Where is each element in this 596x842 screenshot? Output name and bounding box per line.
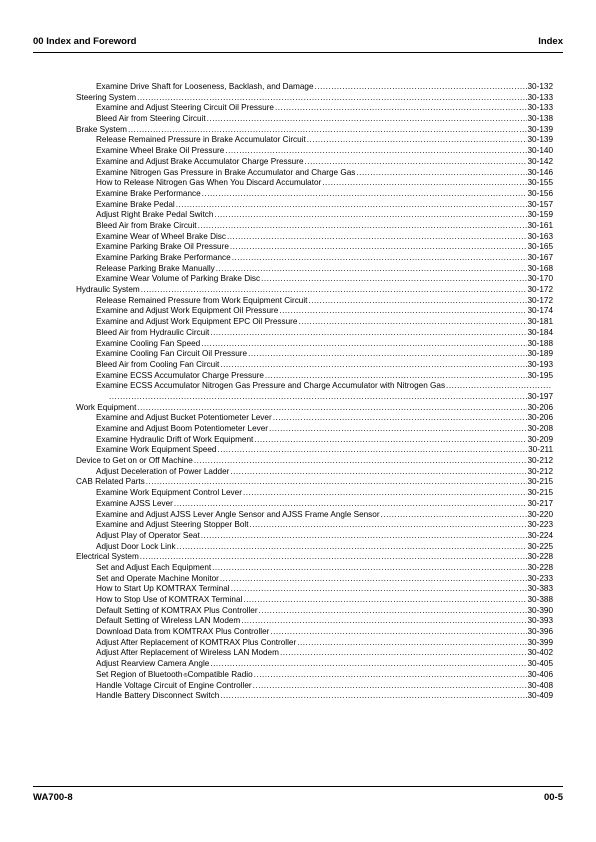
toc-page-number: 30-399 <box>527 637 553 647</box>
toc-entry-title: Examine ECSS Accumulator Charge Pressure <box>96 370 264 380</box>
dot-leader <box>308 296 526 307</box>
toc-entry <box>76 371 553 382</box>
dot-leader <box>214 210 526 221</box>
toc-page-number: 30-225 <box>527 541 553 551</box>
toc-section-entry <box>76 403 553 414</box>
dot-leader <box>280 648 527 659</box>
toc-page-number: 30-211 <box>528 445 553 455</box>
toc-entry <box>76 82 553 93</box>
dot-leader <box>217 445 527 456</box>
toc-entry <box>76 584 553 595</box>
toc-section-entry <box>76 285 553 296</box>
toc-section-entry <box>76 477 553 488</box>
toc-entry-title: Examine and Adjust Bucket Potentiometer Lever <box>96 413 272 423</box>
toc-entry-title: Bleed Air from Steering Circuit <box>96 114 206 124</box>
footer-page-number: 00-5 <box>543 792 563 803</box>
dot-leader <box>202 189 527 200</box>
dot-leader <box>137 403 526 414</box>
toc-entry-title: Examine Nitrogen Gas Pressure in Brake Accumulator and Charge Gas <box>96 167 356 177</box>
toc-entry-title: Adjust Play of Operator Seat <box>96 530 200 540</box>
toc-entry-title: Examine and Adjust Work Equipment EPC Oil Pressure <box>96 317 298 327</box>
toc-entry-title: Examine and Adjust Brake Accumulator Charge Pressure <box>96 156 304 166</box>
toc-section-entry <box>76 456 553 467</box>
toc-entry-title: Examine Wear Volume of Parking Brake Disc <box>96 274 261 284</box>
toc-entry-title: Examine Parking Brake Performance <box>96 253 231 262</box>
toc-page-number: 30-155 <box>527 178 553 188</box>
toc-entry: Set Region of Bluetooth ® Compatible Radio ..... 30-406 <box>76 670 553 681</box>
dot-leader <box>446 381 552 392</box>
toc-entry-title: Examine Parking Brake Oil Pressure <box>96 242 229 252</box>
toc-page-number: 30-168 <box>527 263 553 273</box>
dot-leader <box>216 264 527 275</box>
toc-entry-title: Adjust Deceleration of Power Ladder <box>96 466 230 476</box>
toc-page-number: 30-163 <box>527 231 553 241</box>
toc-entry <box>76 253 553 264</box>
toc-section-entry <box>76 93 553 104</box>
dot-leader <box>243 595 526 606</box>
toc-page-number: 30-161 <box>527 220 553 230</box>
toc-entry <box>76 510 553 521</box>
toc-entry-title: Release Remained Pressure from Work Equipment Circuit <box>96 295 308 305</box>
dot-leader <box>307 135 527 146</box>
toc-entry <box>76 360 553 371</box>
table-of-contents <box>76 82 553 702</box>
toc-page-number: 30-396 <box>527 627 553 637</box>
header-rule <box>33 52 563 53</box>
toc-page-number: 30-174 <box>527 306 553 316</box>
toc-page-number: 30-228 <box>527 552 553 562</box>
toc-page-number: 30-388 <box>527 595 553 604</box>
toc-page-number: 30-206 <box>527 413 553 423</box>
toc-entry-title: Examine ECSS Accumulator Nitrogen Gas Pressure and Charge Accumulator with Nitrogen Gas <box>96 381 446 391</box>
toc-page-number: 30-233 <box>527 573 553 583</box>
toc-entry-title: How to Stop Use of KOMTRAX Terminal <box>96 595 243 604</box>
toc-entry <box>76 467 553 478</box>
toc-entry <box>76 339 553 350</box>
toc-entry-title: Set and Operate Machine Monitor <box>96 573 219 583</box>
toc-entry-title: Download Data from KOMTRAX Plus Controller <box>96 627 270 637</box>
toc-entry <box>76 413 553 424</box>
toc-entry-title: Steering System <box>76 92 137 102</box>
toc-page-number: 30-188 <box>527 338 553 348</box>
toc-entry-title: Examine Wear of Wheel Brake Disc <box>96 231 226 241</box>
toc-entry-title: Release Parking Brake Manually <box>96 263 215 273</box>
toc-entry <box>76 296 553 307</box>
toc-entry <box>76 424 553 435</box>
dot-leader <box>254 670 527 681</box>
toc-entry-title: Bleed Air from Brake Circuit <box>96 220 197 230</box>
toc-entry <box>76 274 553 285</box>
toc-entry <box>76 435 553 446</box>
toc-entry <box>76 659 553 670</box>
toc-entry-title: Examine and Adjust Boom Potentiometer Lever <box>96 424 269 433</box>
dot-leader <box>279 306 526 317</box>
toc-entry <box>76 648 553 659</box>
dot-leader <box>227 232 527 243</box>
header-index-label: Index <box>538 36 563 47</box>
toc-entry-title: Examine and Adjust Steering Circuit Oil Pressure <box>96 103 274 113</box>
dot-leader <box>249 520 526 531</box>
toc-entry-title: Adjust Right Brake Pedal Switch <box>96 210 214 220</box>
page-header <box>33 36 563 50</box>
toc-page-number: 30-390 <box>527 605 553 615</box>
toc-entry <box>76 200 553 211</box>
dot-leader <box>269 424 526 435</box>
toc-entry-title: Handle Voltage Circuit of Engine Controller <box>96 680 252 690</box>
dot-leader <box>273 413 527 424</box>
toc-entry <box>76 574 553 585</box>
toc-page-number: 30-195 <box>527 370 553 380</box>
toc-entry <box>76 488 553 499</box>
toc-entry <box>76 381 553 392</box>
toc-page-number: 30-167 <box>527 253 553 262</box>
toc-page-number: 30-138 <box>527 114 553 124</box>
dot-leader <box>270 627 526 638</box>
toc-entry-title: Work Equipment <box>76 402 137 412</box>
toc-entry <box>76 264 553 275</box>
toc-page-number: 30-184 <box>527 327 553 337</box>
dot-leader <box>177 542 527 553</box>
dot-leader <box>230 242 527 253</box>
dot-leader <box>194 456 527 467</box>
page-footer <box>33 792 563 806</box>
dot-leader <box>141 285 527 296</box>
toc-entry-title: Examine Drive Shaft for Looseness, Backlash, and Damage <box>96 82 314 91</box>
footer-model-label: WA700-8 <box>33 792 73 803</box>
toc-entry-title: Set Region of Bluetooth <box>96 669 183 679</box>
toc-page-number: 30-393 <box>527 616 553 626</box>
toc-entry-title: Adjust Door Lock Link <box>96 541 176 551</box>
toc-entry <box>76 157 553 168</box>
dot-leader <box>201 339 526 350</box>
dot-leader <box>231 584 527 595</box>
dot-leader <box>146 477 527 488</box>
dot-leader <box>109 392 527 403</box>
toc-page-number: 30-212 <box>527 456 553 466</box>
dot-leader <box>210 659 526 670</box>
toc-entry <box>76 691 553 702</box>
toc-entry <box>76 135 553 146</box>
toc-entry <box>76 232 553 243</box>
toc-entry-title: Examine AJSS Lever <box>96 498 173 508</box>
dot-leader <box>140 552 527 563</box>
toc-page-number: 30-206 <box>527 402 553 412</box>
toc-entry <box>76 681 553 692</box>
dot-leader <box>305 157 527 168</box>
toc-page-number: 30-139 <box>527 124 553 134</box>
toc-page-number: 30-146 <box>527 167 553 177</box>
toc-entry <box>76 114 553 125</box>
toc-page-number: 30-208 <box>527 424 553 433</box>
dot-leader <box>212 563 526 574</box>
toc-entry <box>76 563 553 574</box>
toc-entry <box>76 520 553 531</box>
toc-entry-title: Device to Get on or Off Machine <box>76 456 193 466</box>
toc-entry <box>76 445 553 456</box>
toc-page-number: 30-220 <box>527 509 553 519</box>
toc-entry-title: Adjust After Replacement of Wireless LAN Modem <box>96 648 279 658</box>
dot-leader <box>232 253 527 264</box>
toc-page-number: 30-405 <box>527 659 553 669</box>
toc-entry <box>76 328 553 339</box>
toc-entry <box>76 595 553 606</box>
toc-page-number: 30-223 <box>527 520 553 530</box>
toc-entry-title-continued: Compatible Radio <box>187 669 253 679</box>
toc-entry <box>76 189 553 200</box>
toc-page-number: 30-133 <box>527 92 553 102</box>
toc-page-number: 30-139 <box>527 135 553 145</box>
toc-entry-title: Examine Hydraulic Drift of Work Equipment <box>96 434 254 444</box>
dot-leader <box>322 178 526 189</box>
dot-leader <box>128 125 527 136</box>
toc-page-number: 30-224 <box>527 530 553 540</box>
dot-leader <box>253 681 527 692</box>
dot-leader <box>220 691 526 702</box>
toc-entry-title: Set and Adjust Each Equipment <box>96 562 212 572</box>
dot-leader <box>275 103 527 114</box>
toc-entry-title: Examine Cooling Fan Speed <box>96 338 201 348</box>
toc-entry-title: Examine and Adjust Steering Stopper Bolt <box>96 520 249 530</box>
toc-page-number: 30-406 <box>527 669 553 679</box>
toc-entry <box>76 178 553 189</box>
toc-page-number: 30-132 <box>527 82 553 91</box>
header-section-title: 00 Index and Foreword <box>33 36 137 47</box>
dot-leader <box>297 638 526 649</box>
toc-page-number: 30-193 <box>527 359 553 369</box>
toc-entry-title: Hydraulic System <box>76 285 140 295</box>
toc-page-number: 30-133 <box>527 103 553 113</box>
dot-leader <box>248 349 526 360</box>
toc-entry-title: Examine Cooling Fan Circuit Oil Pressure <box>96 349 248 359</box>
toc-entry-title: Adjust After Replacement of KOMTRAX Plus Controller <box>96 637 297 647</box>
toc-entry <box>76 306 553 317</box>
toc-entry-title: Bleed Air from Hydraulic Circuit <box>96 327 210 337</box>
dot-leader <box>356 168 526 179</box>
toc-page-number: 30-157 <box>527 199 553 209</box>
toc-entry-title: Examine and Adjust Work Equipment Oil Pressure <box>96 306 279 316</box>
toc-page-number: 30-408 <box>527 680 553 690</box>
toc-section-entry <box>76 552 553 563</box>
footer-rule <box>33 786 563 787</box>
toc-page-number: 30-383 <box>527 584 553 594</box>
dot-leader <box>261 274 526 285</box>
toc-entry <box>76 616 553 627</box>
toc-entry <box>76 317 553 328</box>
toc-page-number: 30-140 <box>527 146 553 156</box>
toc-entry <box>76 638 553 649</box>
toc-entry <box>76 210 553 221</box>
toc-entry-title: Adjust Rearview Camera Angle <box>96 659 210 669</box>
dot-leader <box>225 146 526 157</box>
toc-entry-title: Release Remained Pressure in Brake Accumulator Circuit <box>96 135 306 145</box>
dot-leader <box>220 360 526 371</box>
dot-leader <box>265 371 527 382</box>
dot-leader <box>230 467 526 478</box>
toc-entry <box>76 627 553 638</box>
toc-entry <box>76 392 553 403</box>
dot-leader <box>137 93 526 104</box>
toc-page-number: 30-215 <box>527 488 553 498</box>
toc-page-number: 30-189 <box>527 349 553 359</box>
toc-page-number: 30-212 <box>527 466 553 476</box>
toc-section-entry <box>76 125 553 136</box>
toc-entry <box>76 499 553 510</box>
dot-leader <box>381 510 527 521</box>
toc-entry-title: Examine Wheel Brake Oil Pressure <box>96 146 225 156</box>
dot-leader <box>259 606 527 617</box>
toc-entry-title: CAB Related Parts <box>76 477 145 487</box>
toc-page-number: 30-409 <box>527 691 553 701</box>
toc-entry <box>76 242 553 253</box>
dot-leader <box>298 317 526 328</box>
toc-page-number: 30-172 <box>527 285 553 295</box>
toc-entry-title: Default Setting of Wireless LAN Modem <box>96 616 241 626</box>
toc-page-number: 30-215 <box>527 477 553 487</box>
toc-page-number: 30-197 <box>527 391 553 401</box>
dot-leader <box>241 616 526 627</box>
dot-leader <box>176 200 527 211</box>
toc-entry <box>76 146 553 157</box>
toc-entry-title: Electrical System <box>76 552 139 562</box>
dot-leader <box>198 221 527 232</box>
toc-entry <box>76 103 553 114</box>
toc-page-number: 30-181 <box>527 317 553 327</box>
dot-leader <box>315 82 527 93</box>
toc-entry-title: Examine Brake Pedal <box>96 199 175 209</box>
toc-page-number: 30-228 <box>527 562 553 572</box>
toc-entry-title: Brake System <box>76 124 127 134</box>
toc-entry <box>76 531 553 542</box>
toc-entry <box>76 349 553 360</box>
dot-leader <box>243 488 527 499</box>
toc-page-number: 30-402 <box>527 648 553 658</box>
toc-page-number: 30-156 <box>527 188 553 198</box>
toc-entry <box>76 221 553 232</box>
toc-page-number: 30-217 <box>527 498 553 508</box>
toc-page-number: 30-170 <box>527 274 553 284</box>
toc-entry-title: Examine Work Equipment Control Lever <box>96 488 242 498</box>
toc-entry-title: How to Start Up KOMTRAX Terminal <box>96 584 230 594</box>
dot-leader <box>207 114 527 125</box>
dot-leader <box>201 531 527 542</box>
dot-leader <box>220 574 527 585</box>
toc-entry-title: Bleed Air from Cooling Fan Circuit <box>96 359 220 369</box>
toc-entry-title: Examine Brake Performance <box>96 188 201 198</box>
toc-entry-title: Handle Battery Disconnect Switch <box>96 691 220 701</box>
toc-entry <box>76 168 553 179</box>
dot-leader <box>174 499 527 510</box>
toc-entry-title: Default Setting of KOMTRAX Plus Controller <box>96 605 258 615</box>
toc-page-number: 30-209 <box>527 434 553 444</box>
toc-page-number: 30-159 <box>527 210 553 220</box>
toc-entry <box>76 606 553 617</box>
toc-page-number: 30-172 <box>527 295 553 305</box>
toc-entry <box>76 542 553 553</box>
toc-entry-title: How to Release Nitrogen Gas When You Discard Accumulator <box>96 178 322 188</box>
dot-leader <box>254 435 526 446</box>
toc-entry-title: Examine and Adjust AJSS Lever Angle Sensor and AJSS Frame Angle Sensor <box>96 509 380 519</box>
dot-leader <box>210 328 526 339</box>
toc-entry-title: Examine Work Equipment Speed <box>96 445 217 455</box>
toc-page-number: 30-142 <box>527 156 553 166</box>
toc-page-number: 30-165 <box>527 242 553 252</box>
